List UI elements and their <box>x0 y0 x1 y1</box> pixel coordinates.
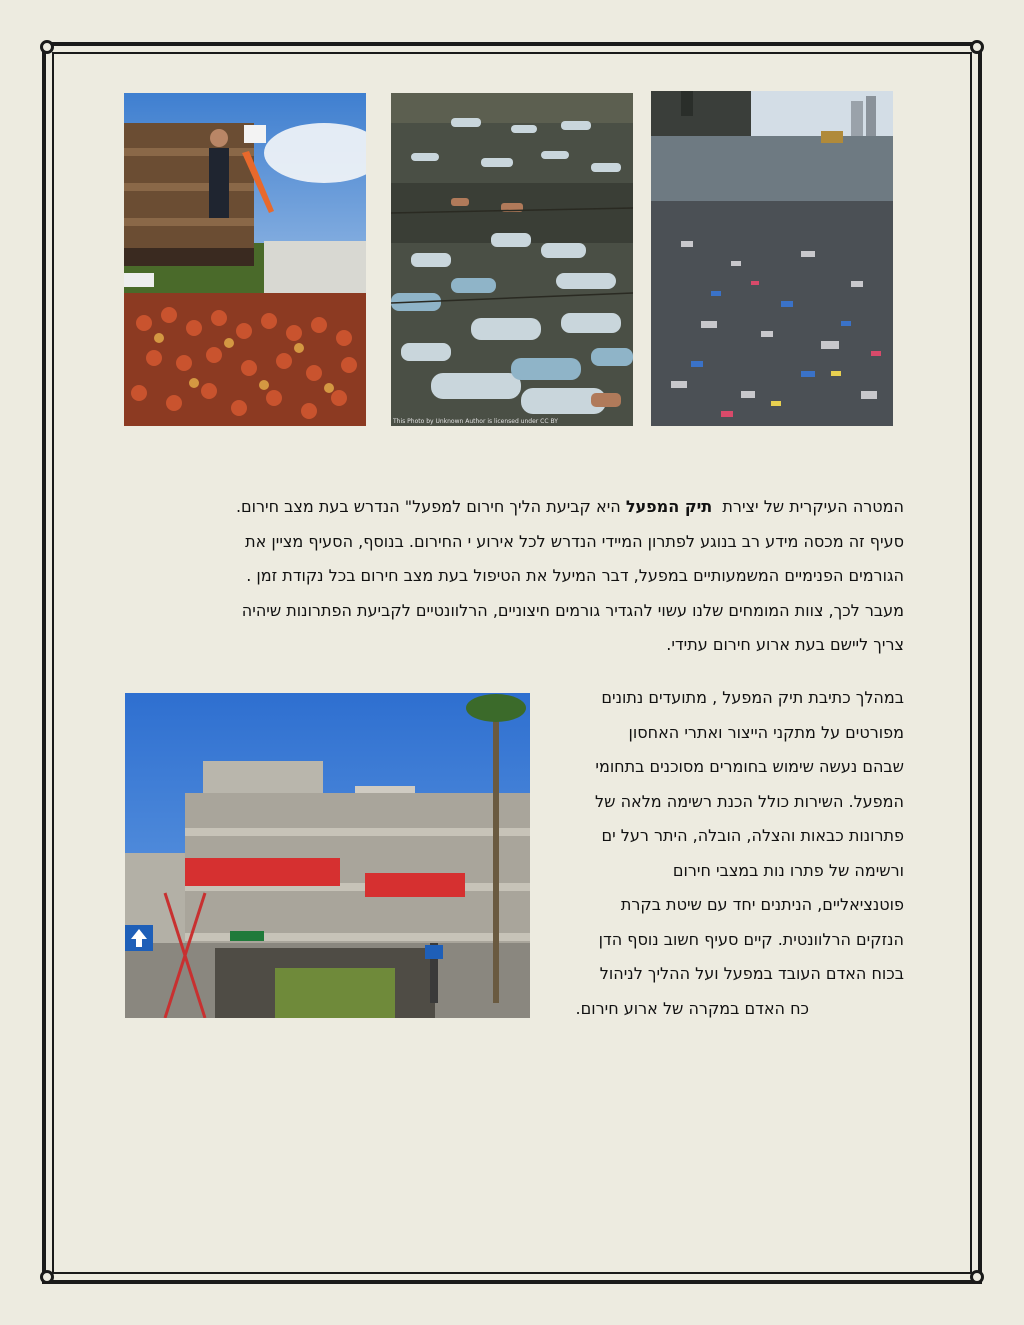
details-line-2: מפורטים על מתקני הייצור ואתרי האחסון <box>628 722 904 742</box>
details-line-1: במהלך כתיבת תיק המפעל , מתועדים נתונים <box>601 688 904 707</box>
details-line-9: בכוח האדם העובד במפעל ועל ההליך לניהול <box>599 964 904 983</box>
details-line-6: ורשימה של פתרו נות במצבי חירום <box>672 860 904 880</box>
intro-line-1: המטרה העיקרית של יצירת תיק המפעל היא קביעת הליך חירום למפעל" הנדרש בעת מצב חירום. <box>235 497 904 516</box>
intro-paragraph <box>124 490 904 663</box>
corner-ornament-top-right <box>970 40 984 54</box>
polluted-shore-photo <box>651 91 893 426</box>
details-paragraph <box>545 681 904 1026</box>
details-line-10: כח האדם במקרה של ארוע חירום. <box>575 998 809 1018</box>
intro-line-3: הגורמים הפנימיים המשמעותיים במפעל, דבר המיעל את הטיפול בעת מצב חירום בכל נקודת זמן . <box>246 566 904 585</box>
fruit-dumping-photo <box>124 93 366 426</box>
details-line-3: שבהם נעשה שימוש בחומרים מסוכנים בתחומי <box>595 757 904 776</box>
intro-line-4: מעבר לכך, צוות המומחים שלנו עשוי להגדיר גורמים חיצוניים, הרלוונטיים לקביעת הפתרונות שיהיה <box>241 600 904 620</box>
details-line-7: פוטנציאליים, הניתנים יחד עם שיטת בקרת <box>620 895 904 914</box>
intro-line-2: סעיף זה מכסה מידע רב בנוגע לפתרון המיידי הנדרש לכל אירוע י החירום. בנוסף, הסעיף מציין את <box>245 531 904 551</box>
factory-building-photo <box>125 693 530 1018</box>
plastic-bottles-water-photo <box>391 93 633 426</box>
image-credit: This Photo by Unknown Author is licensed under CC BY <box>393 418 558 425</box>
emphasis-factory-file: תיק המפעל <box>625 497 713 516</box>
details-line-5: פתרונות כבאות והצלה, הובלה, היתר רעל ים <box>601 826 904 845</box>
details-line-8: הנזקים הרלוונטית. קיים סעיף חשוב נוסף הדן <box>598 929 904 949</box>
details-line-4: המפעל. השירות כולל הכנת רשימה מלאה של <box>595 791 904 811</box>
corner-ornament-bottom-left <box>40 1270 54 1284</box>
intro-line-5: צריך ליישם בעת ארוע חירום עתידי. <box>666 635 904 654</box>
corner-ornament-bottom-right <box>970 1270 984 1284</box>
corner-ornament-top-left <box>40 40 54 54</box>
